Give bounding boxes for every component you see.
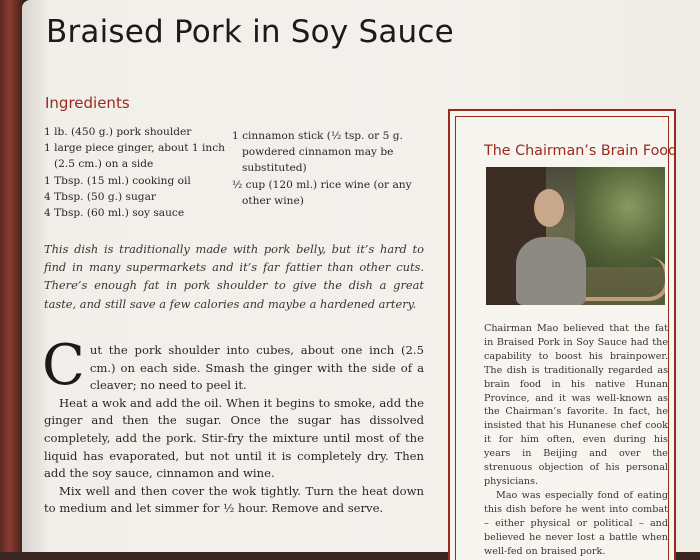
ingredient-item: 1 Tbsp. (15 ml.) cooking oil: [44, 174, 191, 187]
ingredient-item: ½ cup (120 ml.) rice wine (or any other wine): [232, 178, 412, 207]
instruction-paragraph: Mix well and then cover the wok tightly. Turn the heat down to medium and let simmer for ½ hour. Remove and serve.: [44, 483, 424, 516]
ingredients-heading: Ingredients: [45, 94, 130, 112]
ingredient-item: 1 lb. (450 g.) pork shoulder: [44, 126, 192, 138]
chairman-photo: [486, 167, 665, 305]
book-spine: [0, 0, 24, 560]
drop-cap: C: [42, 333, 85, 398]
sidebar-text: [484, 322, 668, 558]
photo-trees: [575, 167, 665, 267]
sidebar-paragraph: Chairman Mao believed that the fat in Braised Pork in Soy Sauce had the capability to boost his brainpower. The dish is traditionally regarded as brain food in his native Hunan Province, and it was well-known as the Chairman’s favorite. In fact, he insisted that his Hunanese chef cook it for him often, even during his years in Beijing and over the strenuous objection of his personal physicians.: [484, 323, 668, 487]
instruction-paragraph: [42, 333, 424, 398]
ingredient-item: 1 large piece ginger, about 1 inch (2.5 cm.) on a side: [44, 142, 225, 171]
ingredients-column-2: [232, 128, 422, 209]
sidebar-box: [448, 109, 676, 560]
ingredient-item: 4 Tbsp. (50 g.) sugar: [44, 190, 156, 203]
recipe-instructions: [42, 333, 424, 518]
photo-head: [534, 189, 564, 227]
sidebar-paragraph: Mao was especially fond of eating this dish before he went into combat – either physical or political – and believed he never lost a battle when well-fed on braised pork.: [484, 489, 668, 557]
ingredients-column-1: [44, 124, 244, 221]
ingredient-item: 4 Tbsp. (60 ml.) soy sauce: [44, 207, 185, 220]
instruction-text: ut the pork shoulder into cubes, about one inch (2.5 cm.) on each side. Smash the ginger with the side of a cleaver; no need to peel it.: [89, 343, 424, 393]
recipe-title: Braised Pork in Soy Sauce: [46, 14, 454, 50]
instruction-paragraph: Heat a wok and add the oil. When it begins to smoke, add the ginger and then the sugar. Once the sugar has dissolved completely, add the pork. Stir-fry the mixture until most of the liquid has evaporated, but not until it is completely dry. Then add the soy sauce, cinnamon and wine.: [44, 395, 424, 481]
photo-figure: [516, 237, 586, 305]
ingredient-item: 1 cinnamon stick (½ tsp. or 5 g. powdered cinnamon may be substituted): [232, 130, 403, 175]
sidebar-title: The Chairman’s Brain Food: [484, 143, 678, 159]
recipe-intro: This dish is traditionally made with pork belly, but it’s hard to find in many supermarkets and it’s far fattier than other cuts. There’s enough fat in pork shoulder to give the dish a great taste, and still save a few calories and maybe a hardened artery.: [44, 242, 424, 311]
